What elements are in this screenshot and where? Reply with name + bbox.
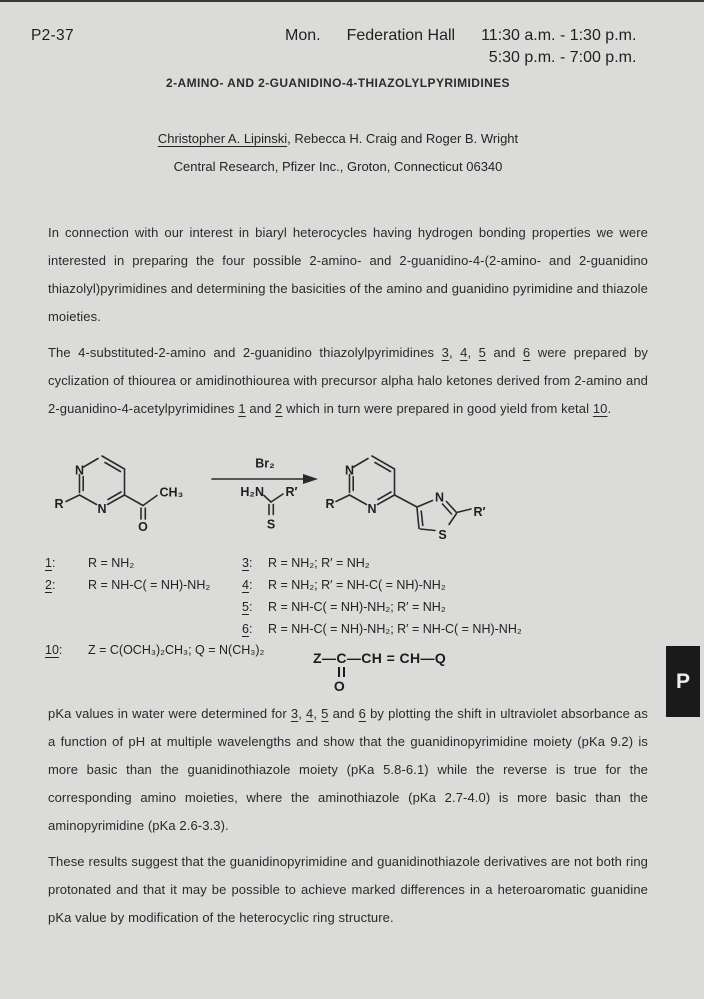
compound-number: 3	[242, 556, 249, 570]
reaction-scheme	[45, 448, 660, 555]
compound-number: 5	[242, 600, 249, 614]
product-ring-n-top-label: N	[344, 463, 355, 478]
pka-paragraph: pKa values in water were determined for 3, 4, 5 and 6 by plotting the shift in ultraviolet absorbance as a function of pH at multiple wavelengths and show that the guanidinopyrimidine moiety (pKa 9.2) is more basic than the guanidinothiazole moiety (pKa 5.8-6.1) while the reverse is true for the corresponding amino moieties, where the aminothiazole (pKa 2.7-4.0) is more basic than the aminopyrimidine (pKa 2.6-3.3).	[48, 706, 648, 833]
affiliation-line: Central Research, Pfizer Inc., Groton, Connecticut 06340	[173, 159, 503, 174]
compound-number: 2	[45, 578, 52, 592]
reagent-h2n-label: H₂N	[240, 485, 264, 499]
reactant-ring-n-bottom-label: N	[97, 501, 107, 516]
thiazole-s-label: S	[438, 528, 447, 542]
product-r-label: R	[325, 497, 335, 511]
reagent-s-label: S	[266, 517, 276, 532]
compound-separator: :	[58, 643, 63, 657]
side-tab-p: P	[666, 646, 700, 717]
compound-separator: :	[51, 578, 56, 592]
session-day: Mon.	[285, 27, 321, 44]
compound-number: 4	[242, 578, 249, 592]
compound-separator: :	[248, 578, 253, 592]
compound-separator: :	[248, 622, 253, 636]
compound-definition: R = NH-C( = NH)-NH₂; R′ = NH-C( = NH)-NH₂	[268, 622, 522, 636]
author-lead: Christopher A. Lipinski	[157, 131, 288, 146]
thiazole-n-label: N	[434, 490, 445, 505]
compound-row	[45, 574, 210, 596]
synthesis-paragraph: The 4-substituted-2-amino and 2-guanidino thiazolylpyrimidines 3, 4, 5 and 6 were prepared by cyclization of thiourea or amidinothiourea with precursor alpha halo ketones derived from 2-amino and 2-guanidino-4-acetylpyrimidines 1 and 2 which in turn were prepared in good yield from ketal 10.	[48, 345, 648, 416]
bromine-label: Br₂	[255, 456, 275, 471]
scan-top-edge	[0, 0, 704, 2]
compound-definition: Z = C(OCH₃)₂CH₃; Q = N(CH₃)₂	[88, 643, 265, 657]
compound-definition: R = NH-C( = NH)-NH₂	[88, 578, 211, 592]
reagent-r-prime-label: R′	[285, 485, 298, 499]
compound-definition: R = NH₂; R′ = NH₂	[268, 556, 370, 570]
compound-number: 10	[45, 643, 59, 657]
carbonyl-double-bond-mark	[338, 667, 345, 677]
product-ring-n-bottom-label: N	[367, 501, 377, 516]
compound-definition: R = NH-C( = NH)-NH₂; R′ = NH₂	[268, 600, 446, 614]
enone-structure	[313, 650, 447, 694]
session-hall: Federation Hall	[346, 27, 456, 44]
thiourea-reagent-structure	[240, 485, 297, 532]
compound-list-right	[242, 552, 522, 640]
compound-number: 6	[242, 622, 249, 636]
reaction-arrow	[212, 457, 318, 485]
product-r-prime-label: R′	[473, 505, 486, 519]
conclusion-paragraph: These results suggest that the guanidinopyrimidine and guanidinothiazole derivatives are not both ring protonated and that it may be possible to achieve marked differences in a heteroaromatic guanidine pKa value by modification of the heterocyclic ring structure.	[48, 854, 648, 925]
compound-row	[242, 574, 522, 596]
product-structure	[325, 456, 485, 542]
session-time-2: 5:30 p.m. - 7:00 p.m.	[488, 49, 637, 66]
abstract-title: 2-AMINO- AND 2-GUANIDINO-4-THIAZOLYLPYRIMIDINES	[166, 76, 510, 90]
compound-definition: R = NH₂	[88, 556, 135, 570]
authors-rest: , Rebecca H. Craig and Roger B. Wright	[287, 131, 519, 146]
compound-definition: R = NH₂; R′ = NH-C( = NH)-NH₂	[268, 578, 446, 592]
enone-oxygen-label: O	[333, 678, 346, 694]
ketal-definition-row	[45, 639, 264, 661]
compound-row	[45, 552, 210, 574]
intro-paragraph: In connection with our interest in biaryl heterocycles having hydrogen bonding properties we were interested in preparing the four possible 2-amino- and 2-guanidino-4-(2-amino- and 2-guanidino thiazolyl)pyrimidines and determining the basicities of the amino and guanidino pyrimidine and thiazole moieties.	[48, 225, 648, 324]
compound-separator: :	[248, 556, 253, 570]
enone-chain-formula: Z—C—CH = CH—Q	[313, 650, 447, 666]
reactant-carbonyl-o-label: O	[138, 520, 148, 534]
session-info	[285, 25, 636, 69]
compound-row	[242, 552, 522, 574]
reactant-structure	[54, 456, 183, 534]
poster-code: P2-37	[31, 27, 74, 44]
reactant-ring-n-top-label: N	[74, 463, 85, 478]
compound-list-left	[45, 552, 210, 596]
compound-row	[242, 596, 522, 618]
reactant-r-label: R	[54, 497, 64, 511]
authors-line	[0, 131, 676, 146]
reactant-methyl-label: CH₃	[159, 485, 184, 500]
session-times	[481, 25, 636, 69]
compound-separator: :	[248, 600, 253, 614]
session-time-1: 11:30 a.m. - 1:30 p.m.	[481, 27, 637, 44]
compound-row	[242, 618, 522, 640]
compound-separator: :	[51, 556, 56, 570]
compound-number: 1	[45, 556, 52, 570]
